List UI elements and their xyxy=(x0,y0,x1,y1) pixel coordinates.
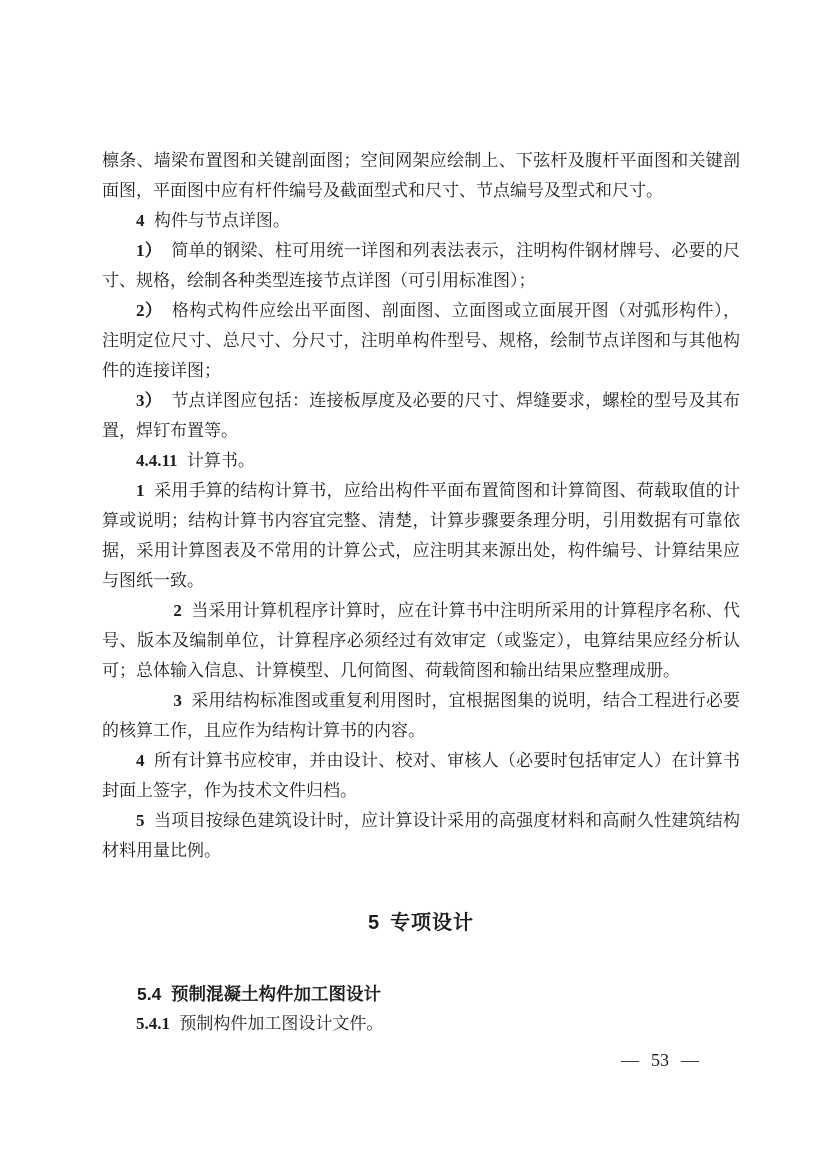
clause-paragraph-4 xyxy=(102,206,740,236)
item-paragraph-1 xyxy=(102,476,740,596)
subitem-paragraph-2 xyxy=(102,296,740,386)
subitem-text: 格构式构件应绘出平面图、剖面图、立面图或立面展开图（对弧形构件），注明定位尺寸、总尺寸、分尺寸，注明单构件型号、规格，绘制节点详图和与其他构件的连接详图； xyxy=(102,301,741,380)
clause-text: 计算书。 xyxy=(186,451,255,470)
item-number: 5 xyxy=(136,811,145,830)
section-number: 5.4 xyxy=(137,984,162,1004)
item-number: 1 xyxy=(136,481,145,500)
item-number: 2 xyxy=(173,601,182,620)
item-text: 采用结构标准图或重复利用图时，宜根据图集的说明，结合工程进行必要的核算工作，且应作为结构计算书的内容。 xyxy=(102,691,740,740)
page-number xyxy=(608,1048,712,1072)
section-heading xyxy=(102,979,740,1009)
subitem-text: 节点详图应包括：连接板厚度及必要的尺寸、焊缝要求，螺栓的型号及其布置，焊钉布置等。 xyxy=(102,391,741,440)
page-number-dash-left: — xyxy=(621,1050,639,1070)
subitem-number: 2） xyxy=(136,301,163,320)
subitem-number: 1） xyxy=(136,241,162,260)
clause-number: 4 xyxy=(136,211,145,230)
chapter-title: 专项设计 xyxy=(390,912,475,934)
item-number: 4 xyxy=(136,751,145,770)
item-paragraph-2 xyxy=(102,596,740,686)
intro-paragraph xyxy=(102,146,740,206)
chapter-number: 5 xyxy=(367,912,380,934)
subitem-paragraph-3 xyxy=(102,386,740,446)
clause-heading-5-4-1 xyxy=(102,1009,740,1039)
item-number: 3 xyxy=(173,691,182,710)
item-paragraph-4 xyxy=(102,746,740,806)
page-number-dash-right: — xyxy=(681,1050,699,1070)
item-text: 采用手算的结构计算书，应给出构件平面布置简图和计算简图、荷载取值的计算或说明；结构计算书内容宜完整、清楚，计算步骤要条理分明，引用数据有可靠依据，采用计算图表及不常用的计算公式，应注明其来源出处，构件编号、计算结果应与图纸一致。 xyxy=(102,481,740,590)
clause-number: 4.4.11 xyxy=(136,451,178,470)
item-text: 所有计算书应校审，并由设计、校对、审核人（必要时包括审定人）在计算书封面上签字，作为技术文件归档。 xyxy=(102,751,740,800)
chapter-heading xyxy=(102,907,740,939)
clause-text: 构件与节点详图。 xyxy=(153,211,290,230)
clause-text: 预制构件加工图设计文件。 xyxy=(179,1014,384,1033)
page-number-value: 53 xyxy=(651,1050,669,1070)
subitem-number: 3） xyxy=(136,391,162,410)
page-content xyxy=(102,146,740,1039)
clause-number: 5.4.1 xyxy=(136,1014,170,1033)
intro-text: 檩条、墙梁布置图和关键剖面图；空间网架应绘制上、下弦杆及腹杆平面图和关键剖面图，平面图中应有杆件编号及截面型式和尺寸、节点编号及型式和尺寸。 xyxy=(102,151,740,200)
item-paragraph-3 xyxy=(102,686,740,746)
subitem-paragraph-1 xyxy=(102,236,740,296)
item-text: 当项目按绿色建筑设计时，应计算设计采用的高强度材料和高耐久性建筑结构材料用量比例。 xyxy=(102,811,740,860)
section-title: 预制混凝土构件加工图设计 xyxy=(170,984,381,1004)
subitem-text: 简单的钢梁、柱可用统一详图和列表法表示，注明构件钢材牌号、必要的尺寸、规格，绘制各种类型连接节点详图（可引用标准图）； xyxy=(102,241,741,290)
item-paragraph-5 xyxy=(102,806,740,866)
item-text: 当采用计算机程序计算时，应在计算书中注明所采用的计算程序名称、代号、版本及编制单位，计算程序必须经过有效审定（或鉴定），电算结果应经分析认可；总体输入信息、计算模型、几何简图、荷载简图和输出结果应整理成册。 xyxy=(102,601,740,680)
clause-heading-4-4-11 xyxy=(102,446,740,476)
